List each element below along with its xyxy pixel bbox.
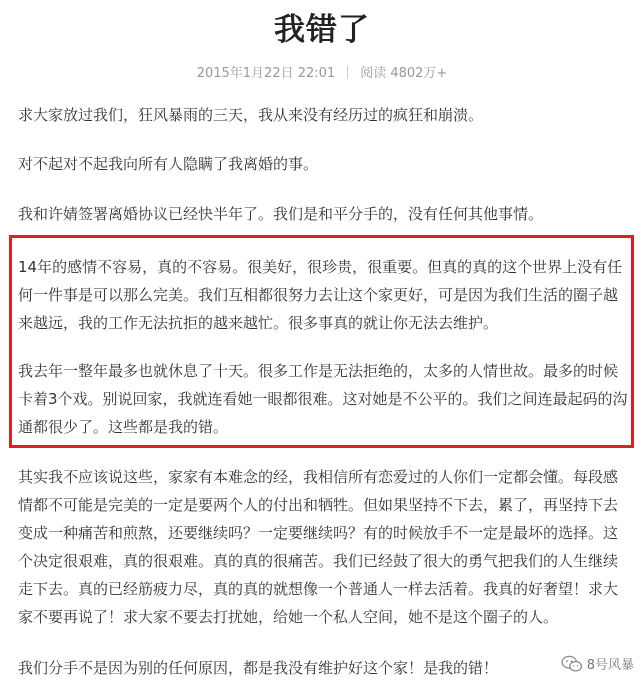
meta-divider: [347, 66, 348, 79]
watermark-label: 8号风暴: [586, 658, 634, 673]
paragraph-7: 我们分手不是因为别的任何原因，都是我没有维护好这个家！是我的错！: [18, 659, 499, 677]
paragraph-6: 其实我不应该说这些，家家有本难念的经，我相信所有恋爱过的人你们一定都会懂。每段感情都不可能是完美的一定是要两个人的付出和牺牲。但如果坚持不下去，累了，再坚持下去变成一种痛苦和煎熬，还要继续吗？一定要继续吗？有的时候放手不一定是最坏的选择。这个决定很艰难，真的很艰难。真的真的很痛苦。我们已经鼓了很大的勇气把我们的人生继续走下去。真的已经筋疲力尽，真的真的就想像一个普通人一样去活着。我真的好奢望！求大家不要再说了！求大家不要去打扰她，给她一个私人空间，她不是这个圈子的人。: [18, 468, 619, 626]
paragraph-5: 我去年一整年最多也就休息了十天。很多工作是无法拒绝的，太多的人情世故。最多的时候卡着3个戏。别说回家，我就连看她一眼都很难。这对她是不公平的。我们之间连最起码的沟通都很少了。这些都是我的错。: [18, 362, 628, 436]
article-meta: [0, 62, 644, 81]
paragraph-3: 我和许婧签署离婚协议已经快半年了。我们是和平分手的，没有任何其他事情。: [18, 205, 544, 223]
publish-date: 2015年1月22日 22:01: [196, 66, 336, 81]
read-count: 阅读 4802万+: [360, 66, 448, 81]
paragraph-2: 对不起对不起我向所有人隐瞒了我离婚的事。: [18, 155, 319, 173]
paragraph-4: 14年的感情不容易，真的不容易。很美好，很珍贵，很重要。但真的真的这个世界上没有任何一件事是可以那么完美。我们互相都很努力去让这个家更好，可是因为我们生活的圈子越来越远，我的工作无法抗拒的越来越忙。很多事真的就让你无法去维护。: [18, 258, 623, 332]
watermark: [557, 652, 638, 675]
article-title: 我错了: [274, 12, 370, 48]
wechat-icon: [561, 655, 583, 673]
paragraph-1: 求大家放过我们，狂风暴雨的三天，我从来没有经历过的疯狂和崩溃。: [18, 106, 484, 124]
